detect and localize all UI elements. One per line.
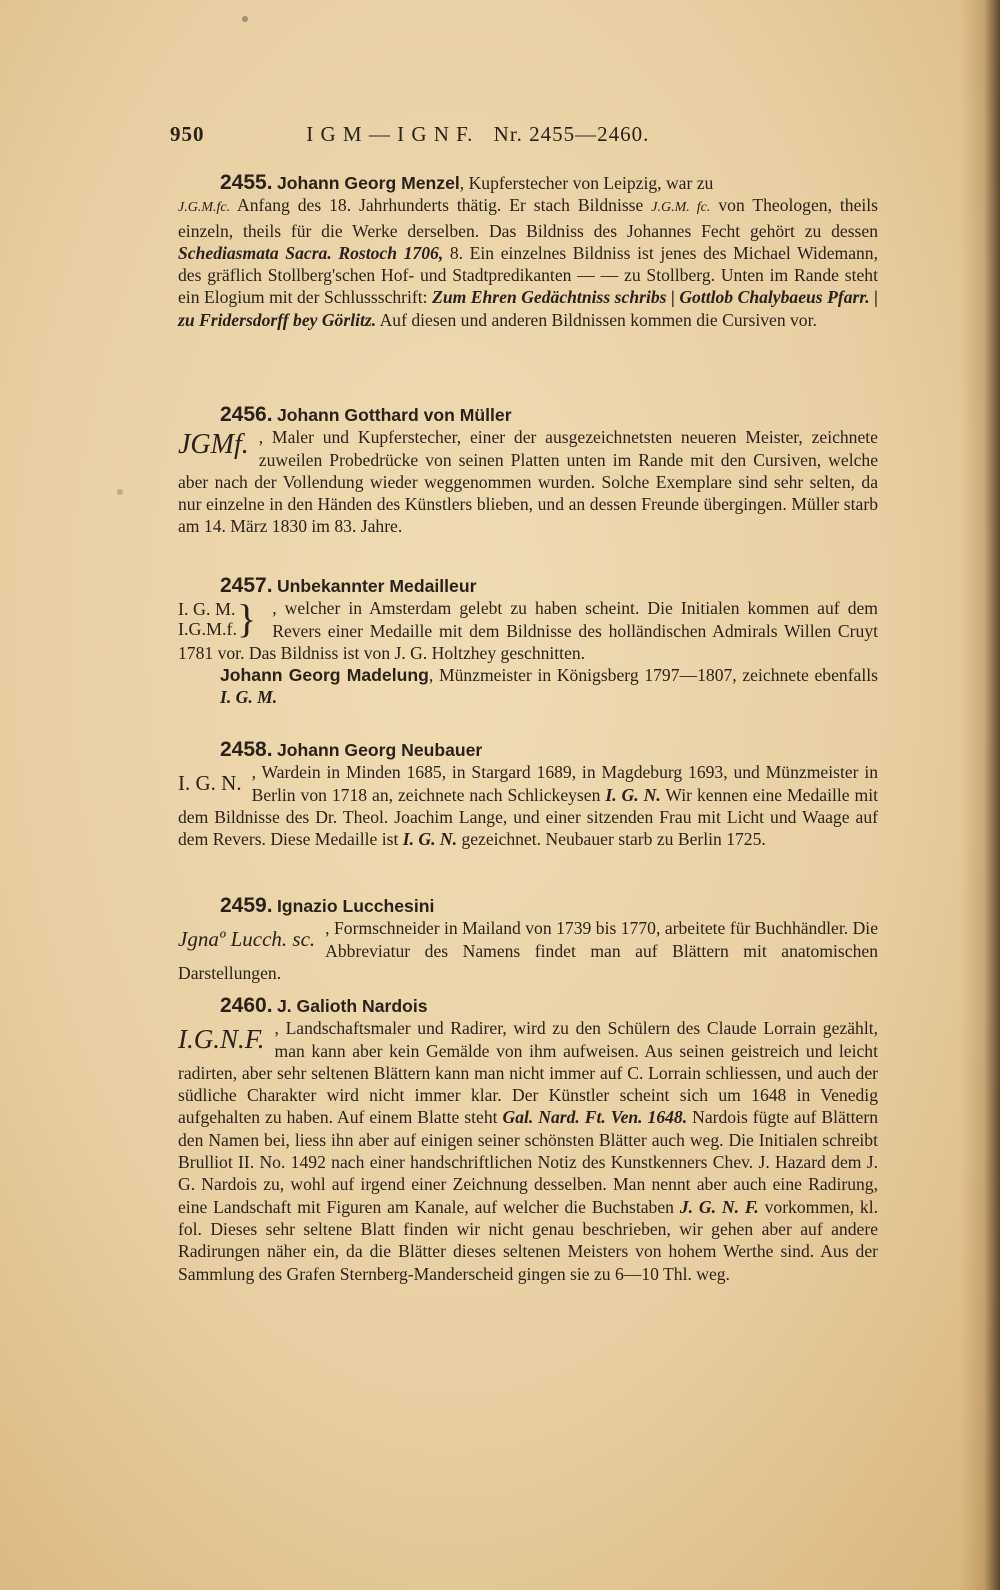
entry-text: vorkommen, kl. fol. Dieses sehr seltene Blatt finden wir nicht genau beschrieben, wir gehen aber auf andere Radirungen näher ein, da die Blätter dieses seltenen Meisters von hohem Werthe sind. Aus der Sammlung des Grafen Sternberg-Manderscheid gingen sie zu 6—10 Thl. weg. <box>178 1196 878 1284</box>
entry-paragraph <box>178 426 878 537</box>
entry-paragraph <box>178 194 878 331</box>
entry-text: , Formschneider in Mailand von 1739 bis 1770, arbeitete für Buchhändler. Die Abbreviatur des Namens findet man auf Blättern mit anatomischen Darstellungen. <box>178 918 878 983</box>
page-number: 950 <box>170 122 205 146</box>
entry-number: 2455. <box>220 171 273 194</box>
entry-number: 2456. <box>220 403 273 426</box>
entry-2455 <box>178 172 878 331</box>
monogram: J.G.M.fc. <box>178 200 231 216</box>
entry-paragraph <box>178 917 878 984</box>
artist-name: Johann Georg Madelung <box>220 665 429 686</box>
entry-paragraph <box>178 895 878 917</box>
monogram: I. G. M. <box>220 687 278 708</box>
book-title: Schediasmata Sacra. Rostoch 1706, <box>178 242 444 263</box>
entry-2456 <box>178 404 878 538</box>
monogram: I. G. N. <box>402 829 458 850</box>
entry-number: 2460. <box>220 994 273 1017</box>
entry-text: 8. Ein einzelnes Bildniss ist jenes des Michael Widemann, des gräflich Stollberg'schen Hof- und Stadtpredikanten — — zu Stollberg. Unten im Rande steht ein Elogium mit der Schlussschrift: <box>178 242 878 308</box>
entry-paragraph <box>178 761 878 850</box>
monogram: I. G. N. <box>605 784 661 805</box>
entry-text: von Theologen, theils einzeln, theils für die Werke derselben. Das Bildniss des Johannes Fecht gehört zu dessen <box>178 195 879 241</box>
entry-paragraph <box>178 739 878 761</box>
entry-2459 <box>178 895 878 984</box>
entry-text: , Kupferstecher von Leipzig, war zu <box>459 173 714 193</box>
entry-paragraph <box>178 995 878 1017</box>
entry-paragraph <box>178 404 878 426</box>
inscription: Gal. Nard. Ft. Ven. 1648. <box>502 1107 688 1128</box>
entry-text: , welcher in Amsterdam gelebt zu haben scheint. Die Initialen kommen auf dem Revers einer Medaille mit dem Bildnisse des holländischen Admirals Willen Cruyt 1781 vor. Das Bildniss ist von J. G. Holtzhey geschnitten. <box>178 598 878 663</box>
monogram: I. G. N. <box>178 771 242 796</box>
entry-paragraph <box>178 597 878 664</box>
entry-text: Wir kennen eine Medaille mit dem Bildnisse des Dr. Theol. Joachim Lange, und einer sitzenden Frau mit Licht und Waage auf dem Revers. Diese Medaille ist <box>178 784 878 850</box>
artist-name: Ignazio Lucchesini <box>276 896 435 916</box>
paper-stain <box>242 16 248 22</box>
monogram: I.G.N.F. <box>178 1024 265 1055</box>
artist-name: Johann Gotthard von Müller <box>276 405 512 425</box>
header-title: I G M — I G N F. <box>306 122 474 146</box>
entry-2458 <box>178 739 878 850</box>
monogram <box>178 596 262 642</box>
entry-text: , Maler und Kupferstecher, einer der ausgezeichnetsten neueren Meister, zeichnete zuweilen Probedrücke von seinen Platten unten im Rande mit den Cursiven, welche aber nach der Vollendung wieder weggenommen wurden. Solche Exemplare sind sehr selten, da nur einzelne in den Händen des Künstlers blieben, und an dessen Freunde übergingen. Müller starb am 14. März 1830 im 83. Jahre. <box>178 427 878 537</box>
monogram: JGMf. <box>178 429 249 461</box>
entry-2457 <box>178 575 878 709</box>
entry-text: Nardois fügte auf Blättern den Namen bei, liess ihn aber auf einigen seiner schönsten Blätter auch weg. Die Initialen schreibt Brulliot II. No. 1492 nach einer handschriftlichen Notiz des Kunstkenners Chev. J. Hazard dem J. G. Nardois zu, wohl auf irgend einer Zeichnung desselben. Man nennt aber auch eine Radirung, eine Landschaft mit Figuren am Kanale, auf welcher die Buchstaben <box>178 1107 879 1217</box>
entry-paragraph <box>178 664 878 709</box>
monogram: Jgnaº Lucch. sc. <box>178 927 316 952</box>
entry-text: , Münzmeister in Königsberg 1797—1807, zeichnete ebenfalls <box>428 665 878 686</box>
entry-text: Anfang des 18. Jahrhunderts thätig. Er stach Bildnisse <box>237 195 644 216</box>
brace-glyph: } <box>237 596 257 642</box>
artist-name: Johann Georg Menzel <box>276 173 460 193</box>
entry-paragraph <box>178 575 878 597</box>
inscription: Zum Ehren Gedächtniss schribs | Gottlob Chalybaeus Pfarr. | zu Fridersdorff bey Görlitz. <box>178 287 879 330</box>
entry-text: gezeichnet. Neubauer starb zu Berlin 1725. <box>461 829 766 850</box>
entry-paragraph <box>178 172 878 194</box>
entry-text: , Wardein in Minden 1685, in Stargard 1689, in Magdeburg 1693, und Münzmeister in Berlin von 1718 an, zeichnete nach Schlickeysen <box>251 762 878 805</box>
monogram-line: I.G.M.f. <box>178 619 237 640</box>
artist-name: Unbekannter Medailleur <box>276 576 477 596</box>
header-range: Nr. 2455—2460. <box>493 122 650 146</box>
monogram: J. G. N. F. <box>679 1196 759 1217</box>
entry-text: Auf diesen und anderen Bildnissen kommen die Cursiven vor. <box>379 309 817 330</box>
page-edge-shadow <box>960 0 1000 1590</box>
artist-name: J. Galioth Nardois <box>276 996 428 1016</box>
artist-name: Johann Georg Neubauer <box>276 740 483 760</box>
monogram-line: I. G. M. <box>178 599 236 620</box>
entry-number: 2457. <box>220 574 273 597</box>
entry-number: 2459. <box>220 894 273 917</box>
entry-paragraph <box>178 1017 878 1285</box>
entry-text: , Landschaftsmaler und Radirer, wird zu den Schülern des Claude Lorrain gezählt, man kann aber kein Gemälde von ihm aufweisen. Aus seinen geistreich und leicht radirten, aber sehr seltenen Blättern kann man nicht immer auf C. Lorrain schliessen, und auch der südliche Charakter wird nicht immer klar. Der Künstler scheint sich um 1648 in Venedig aufgehalten zu haben. Auf einem Blatte steht <box>178 1018 878 1128</box>
entry-number: 2458. <box>220 738 273 761</box>
paper-stain <box>117 489 123 495</box>
running-header <box>170 122 890 147</box>
monogram: J.G.M. fc. <box>651 200 711 216</box>
entry-2460 <box>178 995 878 1285</box>
